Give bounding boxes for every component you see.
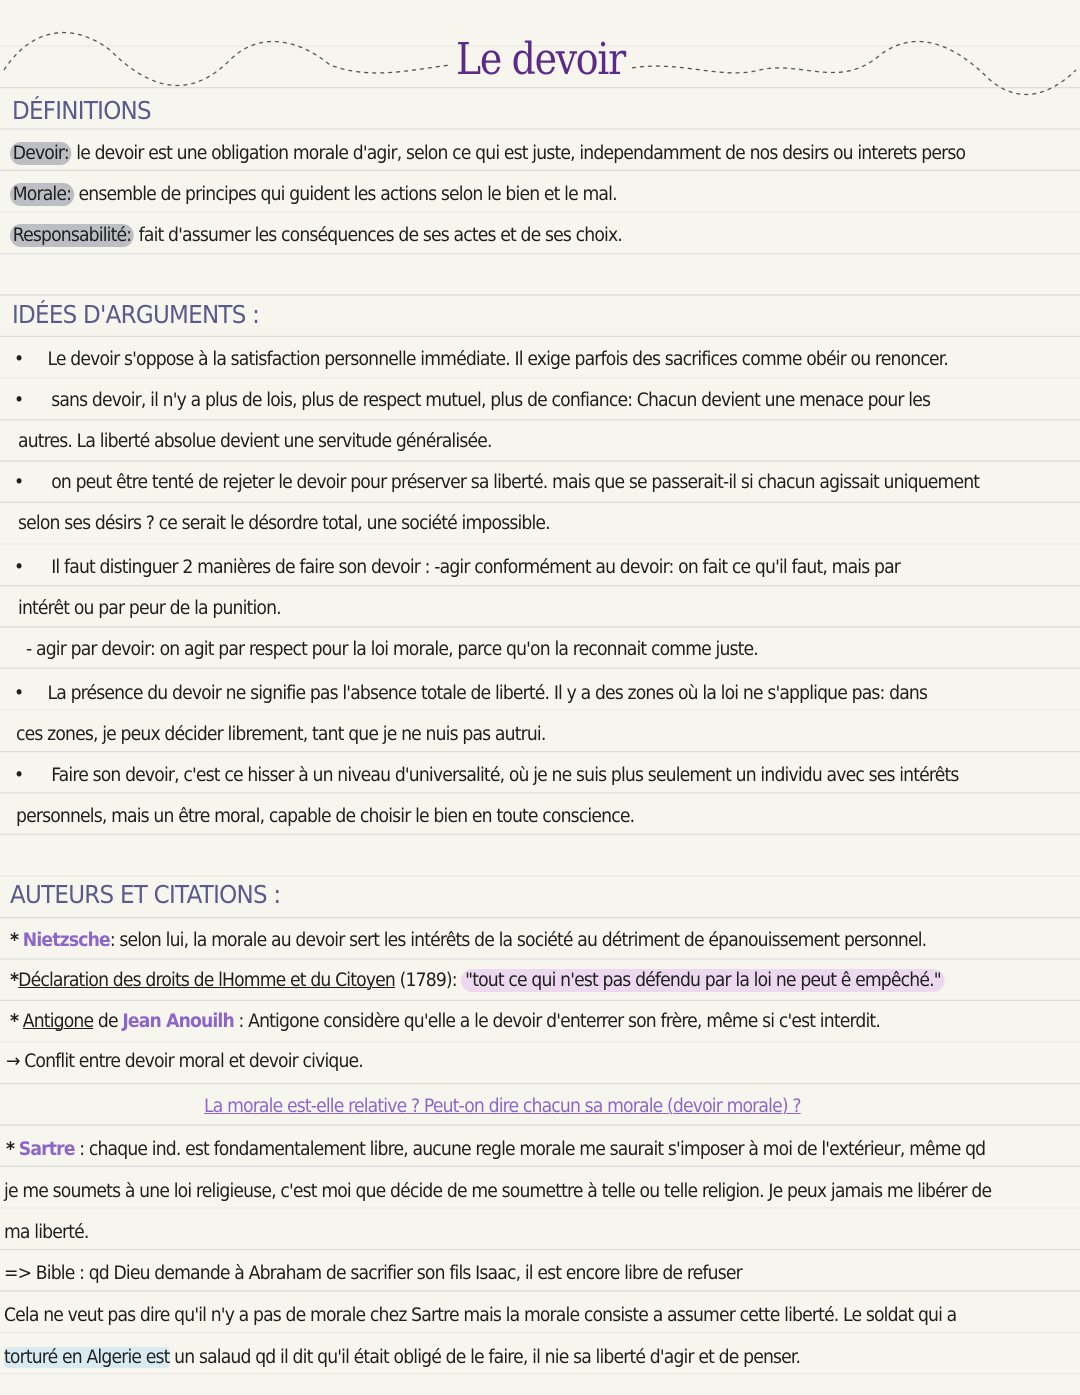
sartre-line-3: ma liberté. (4, 1222, 89, 1243)
bullet: • (14, 472, 24, 493)
term-morale: Morale: (10, 183, 74, 206)
argument-line: selon ses désirs ? ce serait le désordre total, une société impossible. (18, 513, 550, 534)
bullet: • (14, 349, 24, 370)
question-line (204, 1093, 801, 1121)
argument-text: Le devoir s'oppose à la satisfaction personnelle immédiate. Il exige parfois des sacrifices comme obéir ou renoncer. (47, 349, 949, 370)
arrow-icon: → (6, 1051, 20, 1072)
star: * (10, 970, 19, 991)
bible-line: => Bible : qd Dieu demande à Abraham de sacrifier son fils Isaac, il est encore libre de refuser (4, 1263, 742, 1284)
citation-antigone (10, 1008, 880, 1036)
conclusion-start: torturé en Algerie est (4, 1347, 170, 1368)
bullet: • (14, 683, 24, 704)
citation-text: : Antigone considère qu'elle a le devoir d'enterrer son frère, même si c'est interdit. (233, 1011, 880, 1032)
declaration-title: Déclaration des droits de lHomme et du Citoyen (18, 970, 395, 991)
argument-line (14, 762, 959, 790)
argument-line: ces zones, je peux décider librement, tant que je ne nuis pas autrui. (16, 724, 546, 745)
authors-heading: AUTEURS ET CITATIONS : (10, 880, 281, 909)
bullet: • (14, 765, 24, 786)
bullet: • (14, 557, 24, 578)
definitions-heading: DÉFINITIONS (12, 96, 151, 125)
conclusion-line-2 (4, 1344, 800, 1372)
argument-line: autres. La liberté absolue devient une servitude généralisée. (18, 431, 492, 452)
definition-morale (10, 181, 617, 209)
citation-declaration (10, 967, 945, 995)
argument-line (14, 387, 930, 415)
argument-line: intérêt ou par peur de la punition. (18, 598, 281, 619)
argument-text: Il faut distinguer 2 manières de faire son devoir : -agir conformément au devoir: on fait ce qu'il faut, mais par (51, 557, 901, 578)
author-anouilh: Jean Anouilh (122, 1011, 234, 1032)
star: * (10, 1011, 19, 1032)
sartre-line-2: je me soumets à une loi religieuse, c'est moi que décide de me soumettre à telle ou telle religion. Je peux jamais me libérer de (4, 1181, 992, 1202)
star: * (6, 1139, 15, 1160)
definition-text: fait d'assumer les conséquences de ses actes et de ses choix. (134, 225, 622, 246)
definition-text: le devoir est une obligation morale d'agir, selon ce qui est juste, independamment de nos desirs ou interets perso (71, 143, 966, 164)
argument-text: Faire son devoir, c'est ce hisser à un niveau d'universalité, où je ne suis plus seulement un individu avec ses intérêts (51, 765, 959, 786)
author-nietzsche: Nietzsche (22, 930, 110, 951)
argument-line (14, 554, 900, 582)
page-title: Le devoir (456, 34, 625, 85)
question-text: La morale est-elle relative ? Peut-on dire chacun sa morale (devoir morale) ? (204, 1096, 801, 1117)
conflict-text: Conflit entre devoir moral et devoir civique. (19, 1051, 363, 1072)
conflict-line (6, 1048, 363, 1076)
argument-line (14, 346, 948, 374)
citation-nietzsche (10, 927, 926, 955)
arguments-heading: IDÉES D'ARGUMENTS : (12, 300, 260, 329)
term-devoir: Devoir: (10, 142, 72, 165)
declaration-year: (1789): (394, 970, 462, 991)
citation-sartre (6, 1136, 985, 1164)
sartre-text: : chaque ind. est fondamentalement libre, aucune regle morale me saurait s'imposer à moi de l'extérieur, même qd (74, 1139, 986, 1160)
declaration-quote: "tout ce qui n'est pas défendu par la loi ne peut ê empêché." (461, 969, 944, 992)
argument-line: personnels, mais un être moral, capable de choisir le bien en toute conscience. (16, 806, 635, 827)
definition-responsabilite (10, 222, 622, 250)
argument-text: La présence du devoir ne signifie pas l'absence totale de liberté. Il y a des zones où la loi ne s'applique pas: dans (47, 683, 928, 704)
definition-devoir (10, 140, 965, 168)
work-antigone: Antigone (22, 1011, 94, 1032)
argument-line (14, 680, 927, 708)
conclusion-text: un salaud qd il dit qu'il était obligé de le faire, il nie sa liberté d'agir et de penser. (169, 1347, 801, 1368)
citation-text: : selon lui, la morale au devoir sert les intérêts de la société au détriment de épanouissement personnel. (109, 930, 927, 951)
argument-line: - agir par devoir: on agit par respect pour la loi morale, parce qu'on la reconnait comme juste. (26, 639, 758, 660)
definition-text: ensemble de principes qui guident les actions selon le bien et le mal. (73, 184, 617, 205)
argument-line (14, 469, 979, 497)
author-sartre: Sartre (18, 1139, 75, 1160)
bullet: • (14, 390, 24, 411)
term-responsabilite: Responsabilité: (10, 224, 134, 247)
argument-text: on peut être tenté de rejeter le devoir pour préserver sa liberté. mais que se passerait-il si chacun agissait uniquement (51, 472, 980, 493)
star: * (10, 930, 19, 951)
argument-text: sans devoir, il n'y a plus de lois, plus de respect mutuel, plus de confiance: Chacun devient une menace pour les (51, 390, 931, 411)
de-text: de (93, 1011, 123, 1032)
conclusion-line-1: Cela ne veut pas dire qu'il n'y a pas de morale chez Sartre mais la morale consiste a assumer cette liberté. Le soldat qui a (4, 1305, 957, 1326)
